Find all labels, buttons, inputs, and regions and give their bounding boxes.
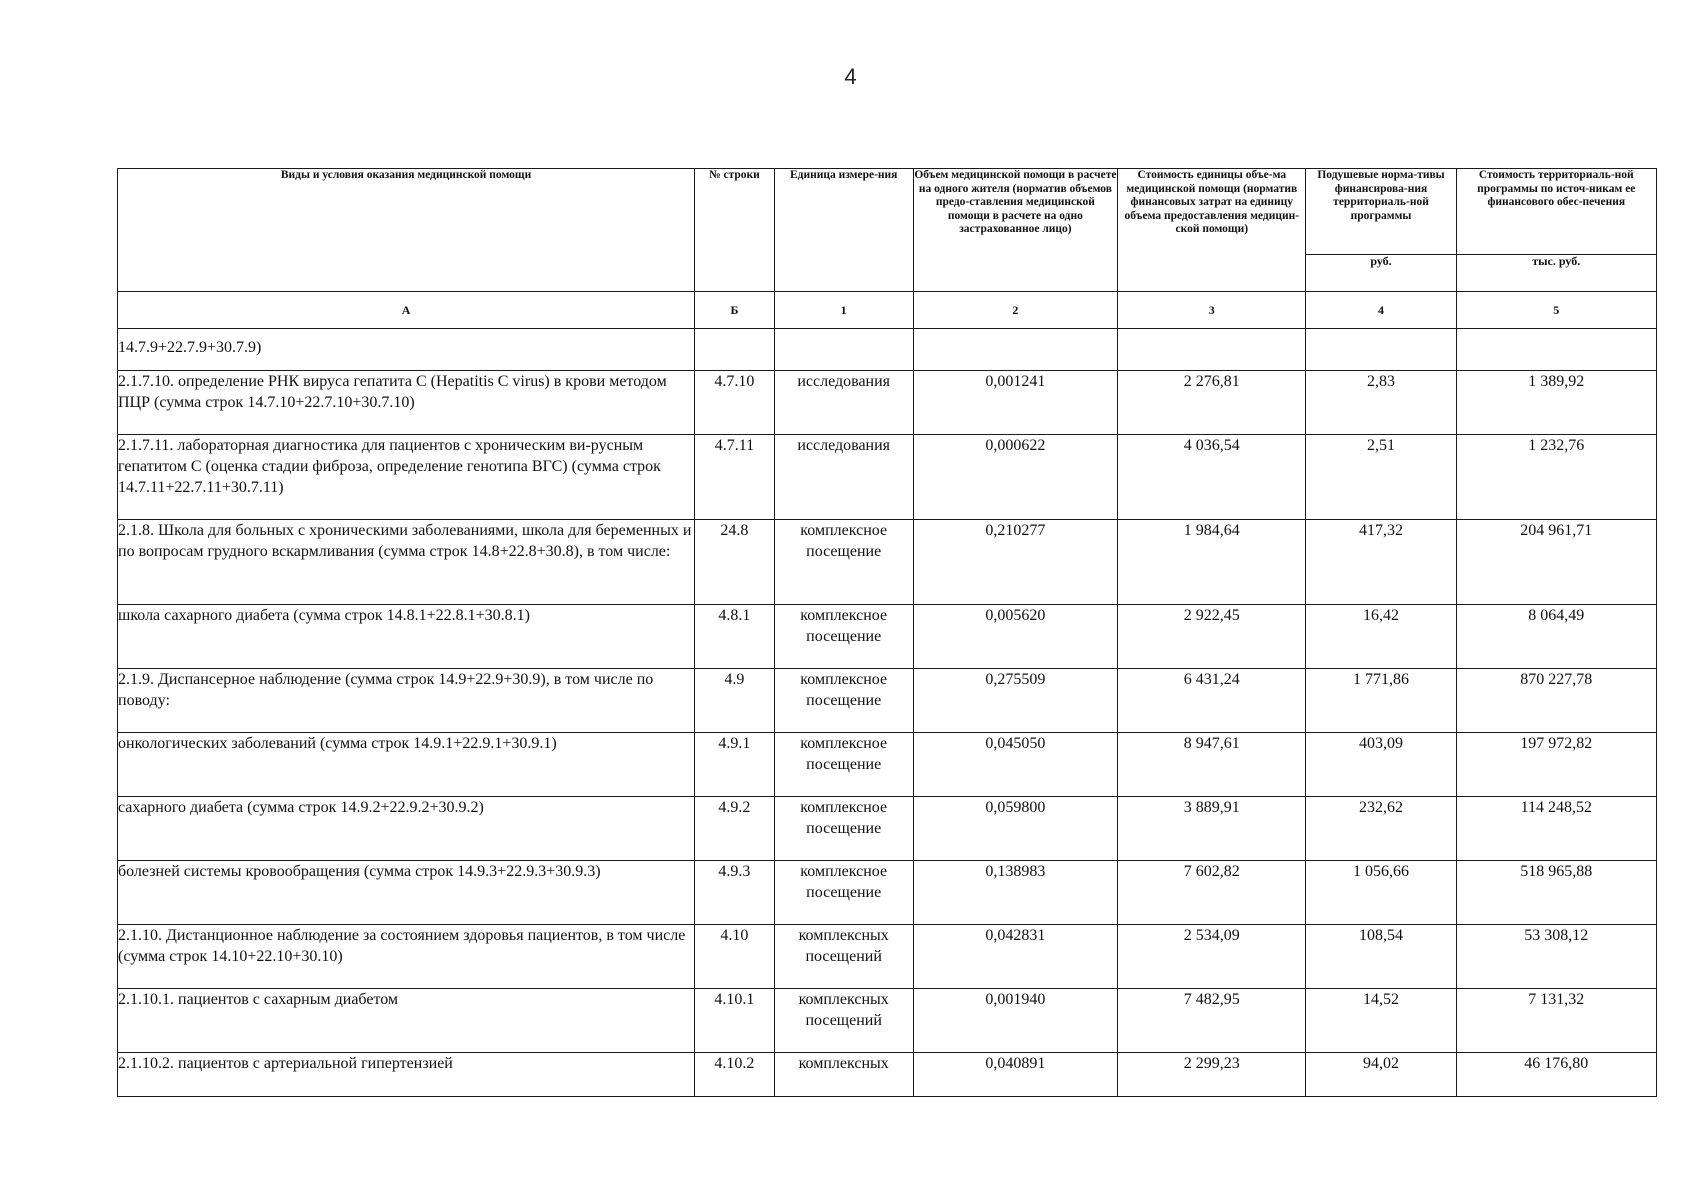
table-row	[118, 989, 1657, 1053]
header-unit-thousand-rub: тыс. руб.	[1456, 255, 1656, 292]
line-number-cell: 24.8	[695, 520, 775, 605]
unit-cost-cell: 3 889,91	[1118, 797, 1306, 861]
table-row	[118, 861, 1657, 925]
volume-cell: 0,040891	[913, 1053, 1117, 1097]
program-cost-cell: 114 248,52	[1456, 797, 1656, 861]
volume-cell: 0,045050	[913, 733, 1117, 797]
volume-cell: 0,042831	[913, 925, 1117, 989]
header-unit: Единица измере-ния	[774, 169, 913, 292]
line-number-cell	[695, 329, 775, 371]
line-number-cell: 4.7.11	[695, 435, 775, 520]
header-per-capita-norm: Подушевые норма-тивы финансирова-ния территориаль-ной программы	[1306, 169, 1456, 255]
per-capita-norm-cell: 2,83	[1306, 371, 1456, 435]
table-row	[118, 605, 1657, 669]
volume-cell: 0,059800	[913, 797, 1117, 861]
column-index: А	[118, 292, 695, 329]
header-program-cost: Стоимость территориаль-ной программы по источ-никам ее финансового обес-печения	[1456, 169, 1656, 255]
care-type-cell: 2.1.7.10. определение РНК вируса гепатита С (Hepatitis C virus) в крови методом ПЦР (сумма строк 14.7.10+22.7.10+30.7.10)	[118, 371, 695, 435]
unit-cost-cell: 2 299,23	[1118, 1053, 1306, 1097]
column-index: 2	[913, 292, 1117, 329]
unit-cost-cell: 2 534,09	[1118, 925, 1306, 989]
care-type-cell: школа сахарного диабета (сумма строк 14.8.1+22.8.1+30.8.1)	[118, 605, 695, 669]
volume-cell: 0,000622	[913, 435, 1117, 520]
unit-cost-cell: 2 276,81	[1118, 371, 1306, 435]
header-unit-rub: руб.	[1306, 255, 1456, 292]
unit-cell: исследования	[774, 371, 913, 435]
program-cost-cell: 518 965,88	[1456, 861, 1656, 925]
table-row	[118, 329, 1657, 371]
volume-cell: 0,001940	[913, 989, 1117, 1053]
per-capita-norm-cell: 16,42	[1306, 605, 1456, 669]
care-type-cell: 14.7.9+22.7.9+30.7.9)	[118, 329, 695, 371]
unit-cost-cell: 4 036,54	[1118, 435, 1306, 520]
unit-cell: комплексное посещение	[774, 520, 913, 605]
care-type-cell: 2.1.9. Диспансерное наблюдение (сумма строк 14.9+22.9+30.9), в том числе по поводу:	[118, 669, 695, 733]
program-cost-cell: 7 131,32	[1456, 989, 1656, 1053]
table-row	[118, 1053, 1657, 1097]
unit-cost-cell: 6 431,24	[1118, 669, 1306, 733]
header-care-type: Виды и условия оказания медицинской помощи	[118, 169, 695, 292]
table-header	[118, 169, 1657, 329]
per-capita-norm-cell: 14,52	[1306, 989, 1456, 1053]
program-cost-cell: 46 176,80	[1456, 1053, 1656, 1097]
volume-cell: 0,005620	[913, 605, 1117, 669]
unit-cell: комплексное посещение	[774, 733, 913, 797]
line-number-cell: 4.10.1	[695, 989, 775, 1053]
care-type-cell: 2.1.7.11. лабораторная диагностика для пациентов с хроническим ви-русным гепатитом С (оценка стадии фиброза, определение генотипа ВГС) (сумма строк 14.7.11+22.7.11+30.7.11)	[118, 435, 695, 520]
line-number-cell: 4.9	[695, 669, 775, 733]
volume-cell: 0,138983	[913, 861, 1117, 925]
unit-cell	[774, 329, 913, 371]
line-number-cell: 4.8.1	[695, 605, 775, 669]
care-type-cell: онкологических заболеваний (сумма строк 14.9.1+22.9.1+30.9.1)	[118, 733, 695, 797]
care-type-cell: болезней системы кровообращения (сумма строк 14.9.3+22.9.3+30.9.3)	[118, 861, 695, 925]
table-body	[118, 329, 1657, 1097]
header-line-number: № строки	[695, 169, 775, 292]
per-capita-norm-cell	[1306, 329, 1456, 371]
unit-cell: комплексных	[774, 1053, 913, 1097]
unit-cost-cell: 2 922,45	[1118, 605, 1306, 669]
line-number-cell: 4.7.10	[695, 371, 775, 435]
unit-cost-cell	[1118, 329, 1306, 371]
table-row	[118, 733, 1657, 797]
table-row	[118, 925, 1657, 989]
line-number-cell: 4.9.3	[695, 861, 775, 925]
column-index: 4	[1306, 292, 1456, 329]
program-cost-cell: 53 308,12	[1456, 925, 1656, 989]
program-cost-cell: 1 232,76	[1456, 435, 1656, 520]
column-index: 1	[774, 292, 913, 329]
unit-cell: комплексное посещение	[774, 797, 913, 861]
per-capita-norm-cell: 403,09	[1306, 733, 1456, 797]
care-type-cell: 2.1.10.2. пациентов с артериальной гипертензией	[118, 1053, 695, 1097]
program-cost-cell: 197 972,82	[1456, 733, 1656, 797]
care-type-cell: 2.1.8. Школа для больных с хроническими заболеваниями, школа для беременных и по вопросам грудного вскармливания (сумма строк 14.8+22.8+30.8), в том числе:	[118, 520, 695, 605]
unit-cost-cell: 1 984,64	[1118, 520, 1306, 605]
per-capita-norm-cell: 2,51	[1306, 435, 1456, 520]
care-type-cell: 2.1.10. Дистанционное наблюдение за состоянием здоровья пациентов, в том числе (сумма строк 14.10+22.10+30.10)	[118, 925, 695, 989]
table-row	[118, 520, 1657, 605]
per-capita-norm-cell: 94,02	[1306, 1053, 1456, 1097]
table-row	[118, 669, 1657, 733]
line-number-cell: 4.9.1	[695, 733, 775, 797]
header-unit-cost: Стоимость единицы объе-ма медицинской помощи (норматив финансовых затрат на единицу объема предоставления медицин-ской помощи)	[1118, 169, 1306, 292]
header-volume: Объем медицинской помощи в расчете на одного жителя (норматив объемов предо-ставления медицинской помощи в расчете на одно застрахованное лицо)	[913, 169, 1117, 292]
column-index: 5	[1456, 292, 1656, 329]
budget-table	[117, 168, 1657, 1097]
column-index-row	[118, 292, 1657, 329]
volume-cell: 0,210277	[913, 520, 1117, 605]
per-capita-norm-cell: 108,54	[1306, 925, 1456, 989]
unit-cost-cell: 7 482,95	[1118, 989, 1306, 1053]
table-row	[118, 435, 1657, 520]
column-index: Б	[695, 292, 775, 329]
unit-cell: комплексных посещений	[774, 925, 913, 989]
per-capita-norm-cell: 232,62	[1306, 797, 1456, 861]
column-index: 3	[1118, 292, 1306, 329]
program-cost-cell: 8 064,49	[1456, 605, 1656, 669]
program-cost-cell: 870 227,78	[1456, 669, 1656, 733]
unit-cost-cell: 8 947,61	[1118, 733, 1306, 797]
per-capita-norm-cell: 1 056,66	[1306, 861, 1456, 925]
table-row	[118, 371, 1657, 435]
program-cost-cell: 1 389,92	[1456, 371, 1656, 435]
unit-cell: комплексное посещение	[774, 669, 913, 733]
line-number-cell: 4.10.2	[695, 1053, 775, 1097]
table-row	[118, 797, 1657, 861]
volume-cell: 0,001241	[913, 371, 1117, 435]
unit-cell: исследования	[774, 435, 913, 520]
unit-cost-cell: 7 602,82	[1118, 861, 1306, 925]
unit-cell: комплексное посещение	[774, 605, 913, 669]
program-cost-cell	[1456, 329, 1656, 371]
unit-cell: комплексных посещений	[774, 989, 913, 1053]
per-capita-norm-cell: 1 771,86	[1306, 669, 1456, 733]
volume-cell	[913, 329, 1117, 371]
line-number-cell: 4.9.2	[695, 797, 775, 861]
line-number-cell: 4.10	[695, 925, 775, 989]
care-type-cell: 2.1.10.1. пациентов с сахарным диабетом	[118, 989, 695, 1053]
unit-cell: комплексное посещение	[774, 861, 913, 925]
page-number: 4	[844, 64, 857, 89]
care-type-cell: сахарного диабета (сумма строк 14.9.2+22.9.2+30.9.2)	[118, 797, 695, 861]
program-cost-cell: 204 961,71	[1456, 520, 1656, 605]
volume-cell: 0,275509	[913, 669, 1117, 733]
per-capita-norm-cell: 417,32	[1306, 520, 1456, 605]
